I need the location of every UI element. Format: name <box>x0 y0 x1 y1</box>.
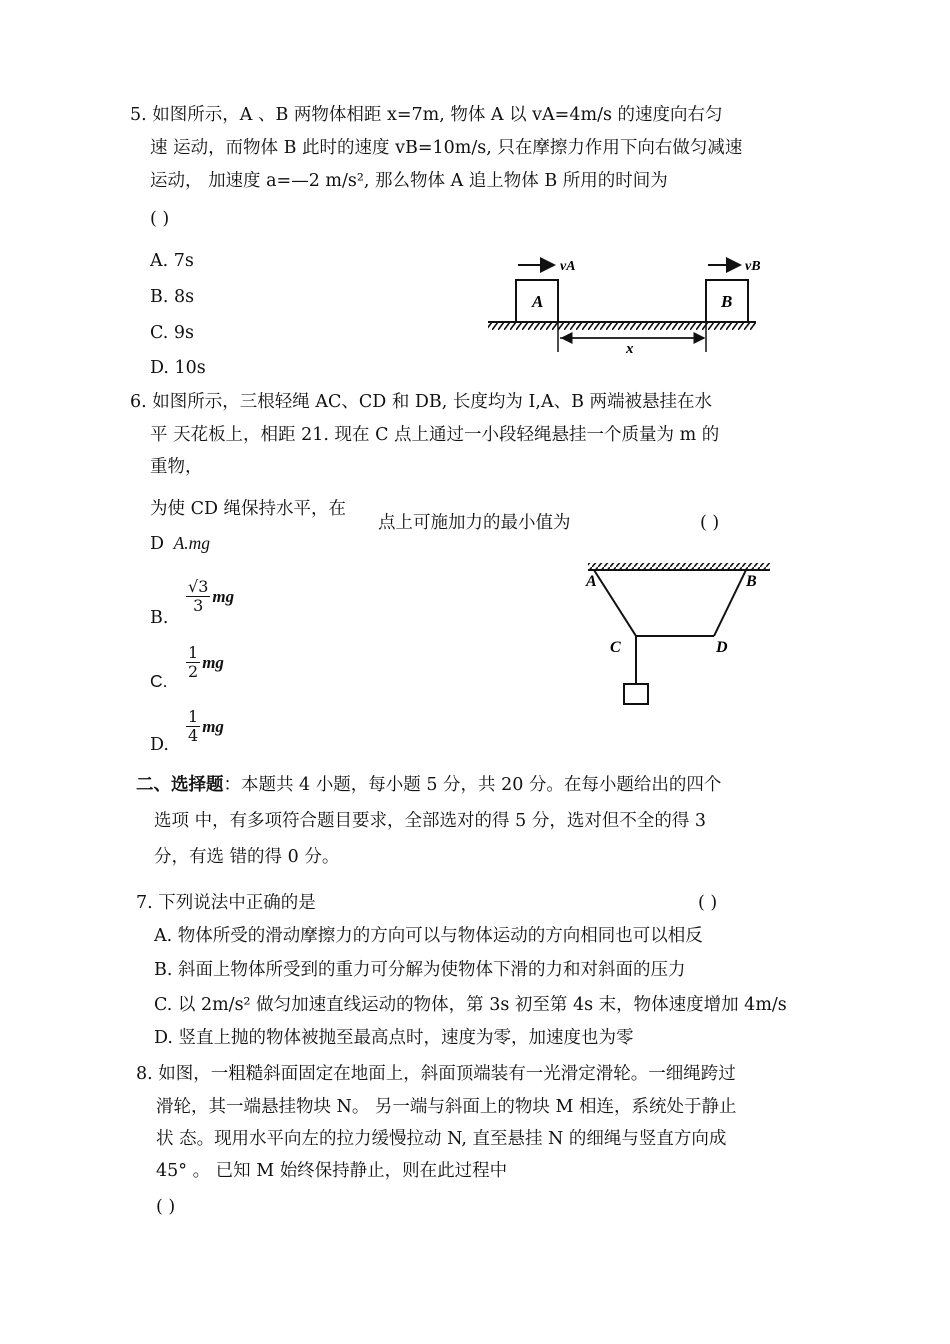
section2-title: 二、选择题 <box>136 775 224 795</box>
q5-label-a: A <box>532 292 544 311</box>
q6-option-c-den: 2 <box>188 662 199 681</box>
q6-weight <box>624 684 648 704</box>
q6-option-c-mg: mg <box>202 652 224 672</box>
q5-stem-line1: 5. 如图所示，A 、B 两物体相距 x=7m, 物体 A 以 vA=4m/s 的速度向右匀 <box>130 105 723 125</box>
q6-option-d-num: 1 <box>188 707 199 726</box>
q6-answer-bracket: ( ) <box>700 513 720 533</box>
q6-stem-line4: 为使 CD 绳保持水平，在 <box>150 499 347 519</box>
q6-option-b-den: 3 <box>193 596 204 615</box>
q7-answer-bracket: ( ) <box>698 893 718 913</box>
q5-option-a: A. 7s <box>150 251 194 271</box>
q8-stem-line4: 45° 。 已知 M 始终保持静止，则在此过程中 <box>156 1161 508 1181</box>
q6-rope-ac <box>594 570 636 636</box>
q8-answer-bracket: ( ) <box>156 1197 176 1217</box>
q6-option-b-expr <box>186 578 234 615</box>
section2-line3: 分，有选 错的得 0 分。 <box>154 847 340 867</box>
q6-label-a: A <box>586 573 597 590</box>
q5-label-b: B <box>721 292 733 311</box>
q6-label-d: D <box>716 639 728 656</box>
q5-label-vb: vB <box>745 259 761 274</box>
section2-line1-text: ：本题共 4 小题，每小题 5 分，共 20 分。在每小题给出的四个 <box>223 775 722 795</box>
q8-stem-line3: 状 态。现用水平向左的拉力缓慢拉动 N, 直至悬挂 N 的细绳与竖直方向成 <box>156 1129 727 1149</box>
q5-stem-line2: 速 运动，而物体 B 此时的速度 vB=10m/s, 只在摩擦力作用下向右做匀减速 <box>150 138 743 158</box>
q6-stem-line3: 重物， <box>150 457 203 477</box>
q6-option-a <box>150 532 210 555</box>
q6-stem-line2: 平 天花板上，相距 21. 现在 C 点上通过一小段轻绳悬挂一个质量为 m 的 <box>150 425 720 445</box>
q5-option-b: B. 8s <box>150 287 195 307</box>
q7-stem: 7. 下列说法中正确的是 <box>136 893 316 913</box>
q6-stem-line1: 6. 如图所示，三根轻绳 AC、CD 和 DB, 长度均为 I,A、B 两端被悬挂在水 <box>130 392 713 412</box>
q6-label-b: B <box>746 573 757 590</box>
q5-ground-hatch <box>488 322 756 330</box>
q7-option-a: A. 物体所受的滑动摩擦力的方向可以与物体运动的方向相同也可以相反 <box>154 926 703 946</box>
q6-figure <box>580 560 780 710</box>
q5-option-d: D. 10s <box>150 358 206 378</box>
q6-option-a-text: A.mg <box>173 533 211 553</box>
q6-option-b-mg: mg <box>212 586 235 606</box>
q5-label-x: x <box>626 341 634 357</box>
q6-option-a-prefix: D <box>150 534 165 554</box>
q6-option-d-den: 4 <box>188 726 199 745</box>
q8-stem-line1: 8. 如图，一粗糙斜面固定在地面上，斜面顶端装有一光滑定滑轮。一细绳跨过 <box>136 1064 736 1084</box>
q7-option-b: B. 斜面上物体所受到的重力可分解为使物体下滑的力和对斜面的压力 <box>154 960 686 980</box>
section2-line1 <box>136 774 721 796</box>
q7-option-c: C. 以 2m/s² 做匀加速直线运动的物体，第 3s 初至第 4s 末，物体速度增加 4m/s <box>154 995 787 1015</box>
q6-option-c-label: C. <box>150 671 168 691</box>
q8-stem-line2: 滑轮，其一端悬挂物块 N。 另一端与斜面上的物块 M 相连，系统处于静止 <box>156 1097 737 1117</box>
q6-option-b-num: √3 <box>188 577 209 596</box>
q6-label-c: C <box>610 639 621 656</box>
q6-option-d-label: D. <box>150 735 169 755</box>
q7-option-d: D. 竖直上抛的物体被抛至最高点时，速度为零，加速度也为零 <box>154 1028 634 1048</box>
q5-figure <box>480 250 770 360</box>
q5-answer-bracket: ( ) <box>150 209 170 229</box>
q5-label-va: vA <box>560 259 576 274</box>
q6-option-d-expr <box>186 708 224 745</box>
q6-option-c-expr <box>186 644 224 681</box>
q6-stem-line4b: 点上可施加力的最小值为 <box>378 513 571 533</box>
section2-line2: 选项 中，有多项符合题目要求，全部选对的得 5 分，选对但不全的得 3 <box>154 811 707 831</box>
q6-option-b-label: B. <box>150 608 169 628</box>
q6-option-d-mg: mg <box>202 716 224 736</box>
q6-option-c-num: 1 <box>188 643 199 662</box>
q5-option-c: C. 9s <box>150 323 195 343</box>
q6-rope-db <box>714 570 746 636</box>
q6-ceiling-hatch <box>588 563 770 570</box>
q5-stem-line3: 运动， 加速度 a=—2 m/s², 那么物体 A 追上物体 B 所用的时间为 <box>150 171 668 191</box>
